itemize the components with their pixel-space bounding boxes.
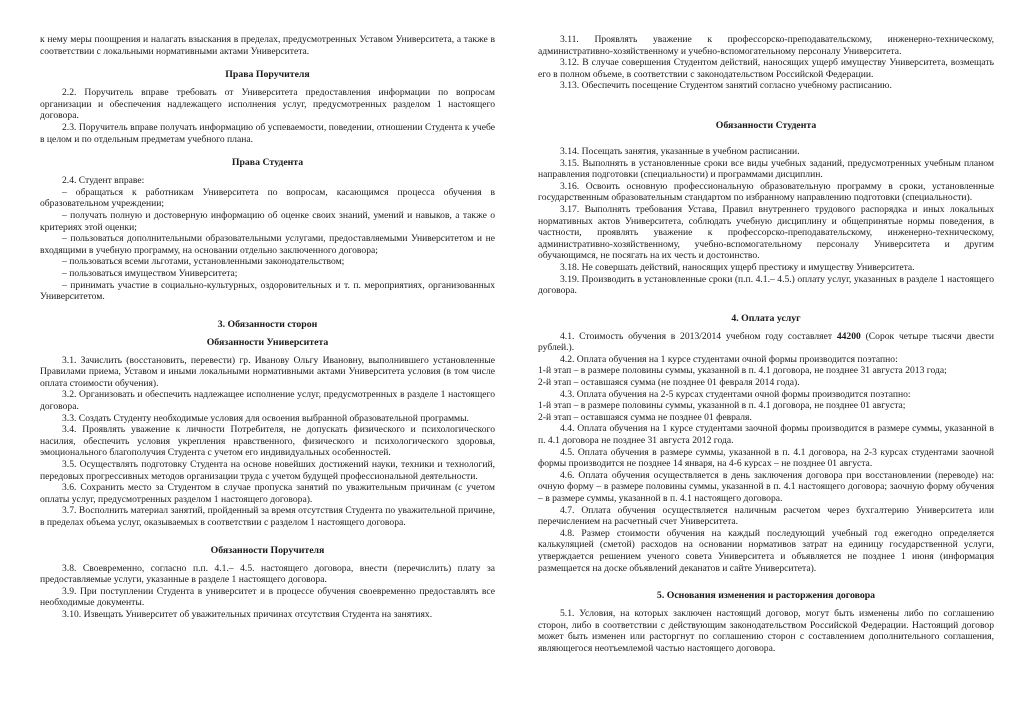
clause-4-5: 4.5. Оплата обучения в размере суммы, указанной в п. 4.1 договора, на 2-3 курсах студентами заочной формы производится не позднее 14 января, на 4-6 курсах – не позднее 01 августа. [538,446,994,470]
clause-3-1: 3.1. Зачислить (восстановить, перевести) гр. Иванову Ольгу Ивановну, выполнившего установленные Правилами приема, Уставом и иными локальными нормативными актами Университета условия (в том числе оплата стоимости обучения). [40,354,495,389]
clause-3-15: 3.15. Выполнять в установленные сроки все виды учебных заданий, предусмотренных учебным планом направления подготовки (специальности) и программами дисциплин. [538,157,994,181]
university-duties-heading: Обязанности Университета [206,336,329,348]
clause-3-12: 3.12. В случае совершения Студентом действий, наносящих ущерб имуществу Университета, возмещать его в полном объеме, в соответствии с законодательством Российской Федерации. [538,57,994,80]
continued-paragraph: к нему меры поощрения и налагать взыскания в пределах, предусмотренных Уставом Университета, а также в соответствии с локальными нормативными актами Университета. [40,34,495,57]
tuition-amount: 44200 [836,330,861,342]
clause-4-1-text-end: (Сорок четыре тысячи двести рублей.). [538,330,994,354]
list-item: – пользоваться всеми льготами, установленными законодательством; [62,256,345,268]
clause-3-3: 3.3. Создать Студенту необходимые условия для освоения выбранной образовательной программы. [62,412,469,424]
clause-3-11: 3.11. Проявлять уважение к профессорско-преподавательскому, инженерно-техническому, административно-хозяйственному и учебно-вспомогательному персоналу Университета. [538,34,994,57]
clause-3-2: 3.2. Организовать и обеспечить надлежащее исполнение услуг, предусмотренных в разделе 1 настоящего договора. [40,389,495,413]
list-item: – принимать участие в социально-культурных, оздоровительных и т. п. мероприятиях, организованных Университетом. [40,279,495,303]
clause-3-9: 3.9. При поступлении Студента в университет и в процессе обучения своевременно предоставлять все необходимые документы. [40,585,495,609]
clause-3-5: 3.5. Осуществлять подготовку Студента на основе новейших достижений науки, техники и технологий, передовых прогрессивных методов организации труда с учетом будущей профессиональной деятельности. [40,459,495,482]
clause-5-1: 5.1. Условия, на которых заключен настоящий договор, могут быть изменены либо по соглашению сторон, либо в соответствии с действующим законодательством Российской Федерации. Настоящий договор может быть изменен или расторгнут по соглашению сторон с составлением дополнительного соглашения, являющегося неотъемлемой частью настоящего договора. [538,608,994,654]
clause-4-3-stage-2: 2-й этап – оставшаяся сумма не позднее 01 февраля. [538,411,752,423]
section-4-heading: 4. Оплата услуг [731,312,801,324]
clause-3-16: 3.16. Освоить основную профессиональную образовательную программу в сроки, установленные государственным образовательным стандартом по избранному направлению подготовки (специальности). [538,180,994,204]
clause-3-19: 3.19. Производить в установленные сроки (п.п. 4.1.– 4.5.) оплату услуг, указанных в разделе 1 настоящего договора. [538,273,994,297]
section-5-heading: 5. Основания изменения и расторжения договора [656,590,876,602]
guarantor-rights-heading: Права Поручителя [225,69,310,81]
clause-4-4: 4.4. Оплата обучения на 1 курсе студентами заочной формы производится в размере суммы, указанной в п. 4.1 договора не позднее 31 августа 2012 года. [538,423,994,447]
section-3-heading: 3. Обязанности сторон [217,318,318,330]
list-item: – получать полную и достоверную информацию об оценке своих знаний, умений и навыков, а также о критериях этой оценки; [40,209,495,233]
clause-4-3: 4.3. Оплата обучения на 2-5 курсах студентами очной формы производится поэтапно: [560,388,911,400]
clause-3-6: 3.6. Сохранить место за Студентом в случае пропуска занятий по уважительным причинам (с учетом оплаты услуг, предусмотренных разделом 1 настоящего договора). [40,482,495,505]
clause-4-8: 4.8. Размер стоимости обучения на каждый последующий учебный год ежегодно определяется калькуляцией (сметой) расходов на основании нормативов затрат на единицу государственной услуги, утверждается решением ученого совета Университета и объявляется не позднее 1 июня (информация размещается на доске объявлений деканатов и сайте Университета). [538,527,994,574]
clause-4-6: 4.6. Оплата обучения осуществляется в день заключения договора при восстановлении (переводе) на: очную форму – в размере половины суммы, указанной в п. 4.1 настоящего договора; заочную форму обучения – в размере суммы, указанной в п. 4.1 настоящего договора. [538,469,994,504]
clause-4-1-text: 4.1. Стоимость обучения в 2013/2014 учебном году составляет [560,330,837,342]
clause-3-13: 3.13. Обеспечить посещение Студентом занятий согласно учебному расписанию. [560,80,892,92]
clause-4-2-stage-2: 2-й этап – оставшаяся сумма (не позднее 01 февраля 2014 года). [538,377,800,389]
clause-3-4: 3.4. Проявлять уважение к личности Потребителя, не допускать физического и психологического насилия, обеспечить условия укрепления нравственного, физического и психологического здоровья, эмоционального благополучия Студента с учетом его индивидуальных особенностей. [40,424,495,459]
student-rights-heading: Права Студента [231,157,304,169]
clause-3-7: 3.7. Восполнить материал занятий, пройденный за время отсутствия Студента по уважительной причине, в пределах объема услуг, оказываемых в соответствии с разделом 1 настоящего договора. [40,505,495,528]
list-item: – пользоваться дополнительными образовательными услугами, предоставляемыми Университетом и не входящими в учебную программу, на основании отдельно заключенного договора; [40,233,495,256]
clause-4-7: 4.7. Оплата обучения осуществляется наличным расчетом через бухгалтерию Университета или перечислением на расчетный счет Университета. [538,504,994,528]
clause-3-8: 3.8. Своевременно, согласно п.п. 4.1.– 4.5. настоящего договора, внести (перечислить) плату за предоставляемые услуги, указанные в разделе 1 настоящего договора. [40,562,495,586]
student-duties-heading: Обязанности Студента [715,119,817,131]
clause-4-2: 4.2. Оплата обучения на 1 курсе студентами очной формы производится поэтапно: [560,353,898,365]
left-page [40,34,495,621]
clause-4-2-stage-1: 1-й этап – в размере половины суммы, указанной в п. 4.1 договора, не позднее 31 августа 2013 года; [538,365,947,377]
clause-3-18: 3.18. Не совершать действий, наносящих ущерб престижу и имуществу Университета. [560,261,915,273]
clause-3-17: 3.17. Выполнять требования Устава, Правил внутреннего трудового распорядка и иных локальных нормативных актов Университета, соблюдать учебную дисциплину и общепринятые нормы поведения, в частности, проявлять уважение к профессорско-преподавательскому, инженерно-техническому, административно-хозяйственному, учебно-вспомогательному персоналу Университета и другим обучающимся, не посягать на их честь и достоинство. [538,203,994,262]
clause-2-2: 2.2. Поручитель вправе требовать от Университета предоставления информации по вопросам организации и обеспечения надлежащего исполнения услуг, предусмотренных разделом 1 настоящего договора. [40,87,495,122]
guarantor-duties-heading: Обязанности Поручителя [210,544,325,556]
clause-4-3-stage-1: 1-й этап – в размере половины суммы, указанной в п. 4.1 договора, не позднее 01 августа; [538,400,906,412]
list-item: – пользоваться имуществом Университета; [62,267,238,279]
list-item: – обращаться к работникам Университета по вопросам, касающимся процесса обучения в образовательном учреждении; [40,186,495,210]
right-page [538,34,994,655]
clause-3-14: 3.14. Посещать занятия, указанные в учебном расписании. [560,145,800,157]
clause-2-4: 2.4. Студент вправе: [62,175,145,187]
clause-2-3: 2.3. Поручитель вправе получать информацию об успеваемости, поведении, отношении Студента к учебе в целом и по отдельным предметам учебного плана. [40,121,495,145]
clause-4-1 [538,331,994,354]
clause-3-10: 3.10. Извещать Университет об уважительных причинах отсутствия Студента на занятиях. [62,608,433,620]
